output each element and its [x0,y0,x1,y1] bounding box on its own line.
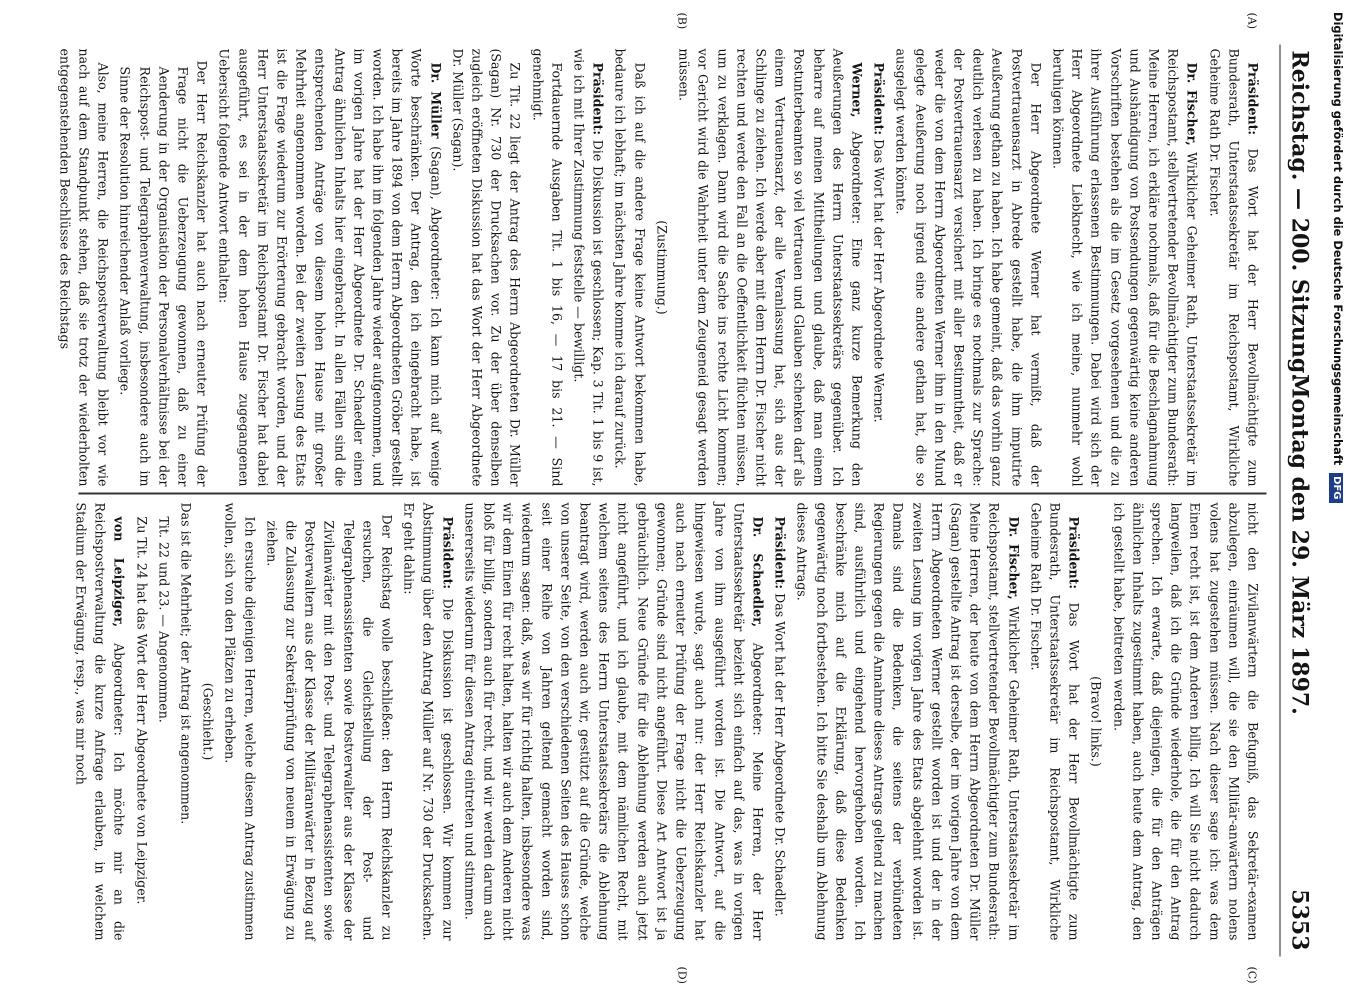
speech-paragraph [770,503,789,941]
speaker-name: Präsident: [440,516,456,590]
paragraph-text: Daß ich auf die andere Frage keine Antwort bekommen habe, bedaure ich lebhaft; im nächsten Jahre komme ich darauf zurück. [613,48,648,487]
paragraph-text: Wirklicher Geheimer Rath, Unterstaatssekretär im Reichspostamt, stellvertretender Bevollmächtigter zum Bundesrath: Meine Herren, ich erkläre nochmals, daß für die Beschlagnahmung und Aushändigung von Postsendungen gegenwärtig keine anderen Vorschriften bestehen als die im Gesetz vorgesehenen und die zu ihrer Ausführung erlassenen Bestimmungen. Dabei wird sich der Herr Abgeordnete Liebknecht, wie ich meine, nunmehr wohl beruhigen können. [1050,48,1200,487]
paragraph [1109,503,1263,941]
margin-marker-a: (A) [1245,12,1259,30]
paragraph-text: Die Diskussion ist geschlossen. Wir kommen zur Abstimmung über den Antrag Müller auf Nr. 730 der Drucksachen. Er geht dahin: [401,502,456,941]
speaker-name: Präsident: [772,516,788,590]
speech-paragraph [460,503,767,941]
paragraph-text: Das Wort hat der Herr Bevollmächtigte zum Bundesrath, Unterstaatssekretär im Reichspostamt, Wirkliche Geheime Rath Dr. Fischer. [1207,48,1261,487]
paragraph-text: Die Diskussion ist geschlossen; Kap. 3 Tit. 1 bis 9 ist, wie ich mit Ihrer Zustimmung feststelle — bewilligt. [571,48,606,487]
paragraph-text: (Zustimmung.) [654,220,670,315]
paragraph-text: Der Herr Abgeordnete Werner hat vermißt, daß der Postvertrauensarzt in Abrede gestellt habe, die ihm imputirte Aeußerung gethan zu haben. Ich habe gemeint, daß das vorhin ganz deutlich verlesen zu haben. Ich bringe es nochmals zur Sprache: der Postvertrauensarzt versichert mit aller Bestimmtheit, daß er weder die von dem Herrn Abgeordneten Werner ihm in den Mund gelegte Aeußerung noch irgend eine andere gethan hat, die so ausgelegt werden könnte. [893,48,1044,487]
footer-credit: Digitalisierung gefördert durch die Deutsche Forschungsgemeinschaft [1331,12,1345,466]
paragraph-text: (Bravo! links.) [1088,676,1104,767]
stage-direction [1087,503,1106,941]
speaker-name: Präsident: [871,62,887,136]
running-header [1280,45,1317,957]
paragraph-text: Also, meine Herren, die Reichspostverwaltung bleibt vor wie nach auf dem Standpunkt stehen, daß sie trotz der wiederholten entgegenstehenden Beschlüsse des Reichstags [57,48,111,487]
speech-paragraph [1048,49,1202,487]
paragraph-text: Ich ersuche diejenigen Herren, welche diesem Antrag zustimmen wollen, sich von den Plätzen zu erheben. [222,502,258,941]
speaker-name: Präsident: [590,62,606,136]
paragraph-text: Der Herr Reichskanzler hat auch nach erneuter Prüfung der Frage nicht die Ueberzeugung gewonnen, daß zu einer Aenderung in der Organisation der Personalverhältnisse bei der Reichspost- und Telegraphenverwaltung, insbesondere auch im Sinne der Resolution hinreichender Anlaß vorliege. [117,60,210,487]
speaker-name: Präsident: [1066,516,1082,590]
paragraph [176,503,195,941]
speaker-name: Dr. Müller [428,62,444,139]
paragraph-text: (Geschieht.) [200,682,216,761]
paragraph [528,49,566,487]
speech-paragraph [400,503,458,941]
paragraph-text: Das Wort hat der Herr Bevollmächtigte zum Bundesrath, Unterstaatssekretär im Reichspostamt, Wirkliche Geheime Rath Dr. Fischer. [1028,502,1082,941]
column-divider [79,493,1267,495]
rotated-document-page [0,1,1353,1001]
paragraph [221,503,259,941]
dfg-logo: DFG [1329,473,1343,502]
page-number: 5353 [1286,889,1313,951]
speaker-name: Dr. Schaedler, [750,516,766,628]
paragraph [892,49,1046,487]
speech-paragraph [569,49,607,487]
paragraph [132,503,151,941]
paragraph-text: Das Wort hat der Herr Abgeordnete Dr. Schaedler. [772,593,788,917]
speech-paragraph [869,49,888,487]
paragraph [448,49,525,487]
margin-marker-c: (C) [1245,966,1259,984]
header-date: Montag den 29. März 1897. [1286,374,1313,715]
paragraph-text: Der Reichstag wolle beschließen: den Herrn Reichskanzler zu ersuchen, die Gleichstellung der Post- und Telegraphenassistenten sowie Postverwalter aus der Klasse der Zivilanwärter mit den Post- und Telegraphenassistenten sowie Postverwaltern aus der Klasse der Militäranwärter in Bezug auf die Zulassung zur Sekretärprüfung von neuem in Erwägung zu ziehen. [264,514,395,941]
speaker-name: Dr. Fischer, [1006,516,1022,600]
speech-paragraph [71,503,129,941]
digitization-footer [1330,12,1350,992]
paragraph-text: Fortdauernde Ausgaben Tit. 1 bis 16, — 17 bis 21. — Sind genehmigt. [530,48,565,487]
paragraph-text: Wirklicher Geheimer Rath, Unterstaatssekretär im Reichspostamt, stellvertretender Bevollmächtigter zum Bundesrath: Meine Herren, der heute von dem Herrn Abgeordneten Dr. Müller (Sagan) gestellte Antrag ist derselbe, der im vorigen Jahre von dem Herrn Abgeordneten Werner gestellt worden ist und der in der zweiten Lesung im vorigen Jahre des Etats abgelehnt worden ist. Damals sind die Bedenken, die seitens der verbündeten Regierungen gegen die Annahme dieses Antrags geltend zu machen sind, ausführlich und eingehend hervorgehoben worden. Ich beschränke mich auf die Erklärung, daß diese Bedenken gegenwärtig noch fortbestehen. Ich bitte Sie deshalb um Ablehnung dieses Antrags. [794,502,1022,941]
margin-marker-d: (D) [675,966,689,984]
paragraph [154,503,173,941]
paragraph-text: Abgeordneter: Ich möchte mir an die Reichspostverwaltung die kurze Anfrage erlauben, in welchem Stadium der Erwägung, resp., was mir noch [73,502,127,941]
quoted-block [116,49,212,487]
speaker-name: Dr. Fischer, [1184,62,1200,146]
paragraph-text: Abgeordneter: Eine ganz kurze Bemerkung den Aeußerungen des Herrn Unterstaatssekretärs gegenüber. Ich beharre auf meinen Mittheilungen und glaube, daß man einem Postunterbeamten so viel Vertrauen und Glauben schenken darf als einem Vertrauensarzt, der alle Veranlassung hat, sich aus der Schlinge zu ziehen. Ich werde aber mit dem Herrn Dr. Fischer nicht rechten und werde den Fall an die Oeffentlichkeit flüchten müssen, um zu verklagen. Dann wird die Sache ins rechte Licht kommen; vor Gericht wird die Wahrheit unter dem Zeugeneid gesagt werden müssen. [676,48,865,487]
speaker-name: Präsident: [1245,62,1261,136]
right-text-column [68,503,1262,941]
speaker-name: von Leipziger, [111,516,127,628]
paragraph-text: Zu Tit. 22 liegt der Antrag des Herrn Abgeordneten Dr. Müller (Sagan) Nr. 730 der Drucksachen vor. Zu der über denselben zugleich eröffneten Diskussion hat das Wort der Herr Abgeordnete Dr. Müller (Sagan). [450,48,523,487]
paragraph-text: nicht den Zivilanwärtern die Befugniß, das Sekretär-examen abzulegen, einräumen will, die sie den Militär-anwärtern nolens volens hat zugestehen müssen. Nach dieser sage ich: was dem Einen recht ist, ist dem Anderen billig. Ich will Sie nicht dadurch langweilen, daß ich die Gründe wiederhole, die für den Antrag sprechen. Ich erwarte, daß diejenigen, die für den Anträgen ähnlichen Inhalts zugestimmt haben, auch heute dem Antrag, den ich gestellt habe, beitreten werden. [1111,502,1261,941]
paragraph-text: (Sagan), Abgeordneter: Ich kann mich auf wenige Worte beschränken. Der Antrag, den ich eingebracht habe, ist bereits im Jahre 1894 von dem Herrn Abgeordneten Gröber gestellt worden. Ich habe ihn im folgenden Jahre wieder aufgenommen, und im vorigen Jahre hat der Herr Abgeordnete Dr. Schaedler einen Antrag ähnlichen Inhalts hier eingebracht. In allen Fällen sind die entsprechenden Anträge von diesem hohen Hause mit großer Mehrheit angenommen worden. Bei der zweiten Lesung des Etats ist die Frage wiederum zur Erörterung gebracht worden, und der Herr Unterstaatssekretär im Reichspostamt Dr. Fischer hat dabei ausgeführt, es sei in der dem hohen Hause zugegangenen Uebersicht folgende Antwort enthalten: [216,48,444,487]
paragraph-text: Das ist die Mehrheit; der Antrag ist angenommen. [178,502,194,825]
paragraph [611,49,649,487]
paragraph-text: Das Wort hat der Herr Abgeordnete Werner. [871,139,887,423]
speaker-name: Werner, [849,62,865,118]
quoted-block [262,503,396,941]
paragraph [55,49,113,487]
header-session: Reichstag. — 200. Sitzung. [1286,50,1313,381]
speech-paragraph [674,49,866,487]
speech-paragraph [215,49,445,487]
paragraph-text: Abgeordneter: Meine Herren, der Herr Unterstaatssekretär bezieht sich einfach auf das, was in vorigen Jahre von ihm ausgeführt worden ist. Die Antwort, auf die hingewiesen wurde, sagt auch nur: der Herr Reichskanzler hat auch nach erneuter Prüfung der Frage nicht die Ueberzeugung gewonnen; Gründe sind nicht angeführt. Diese Art Antwort ist ja gebräuchlich. Neue Gründe für die Ablehnung werden auch jetzt nicht angeführt, und ich glaube, mit dem nämlichen Recht, mit welchem seitens des Herrn Unterstaatssekretärs die Ablehnung beantragt wird, werden auch wir, gestützt auf die Gründe, welche von unserer Seite, von den verschiedenen Seiten des Hauses schon seit einer Reihe von Jahren geltend gemacht worden sind, wiederum sagen: daß, was wir für richtig halten, insbesondere was wir dem Einen für recht halten, halten wir auch dem Anderen nicht bloß für billig, sondern auch für recht, und wir werden darum auch unsererseits wiederum für diesen Antrag eintreten und stimmen. [462,502,766,941]
speech-paragraph [1026,503,1084,941]
paragraph-text: Zu Tit. 24 hat das Wort der Herr Abgeordnete von Leipziger. [134,516,150,905]
paragraph-text: Tit. 22 und 23. — Angenommen. [156,516,172,723]
speech-paragraph [793,503,1023,941]
stage-direction [652,49,671,487]
left-text-column [52,49,1262,487]
margin-marker-b: (B) [675,12,689,30]
speech-paragraph [1205,49,1263,487]
stage-direction [199,503,218,941]
